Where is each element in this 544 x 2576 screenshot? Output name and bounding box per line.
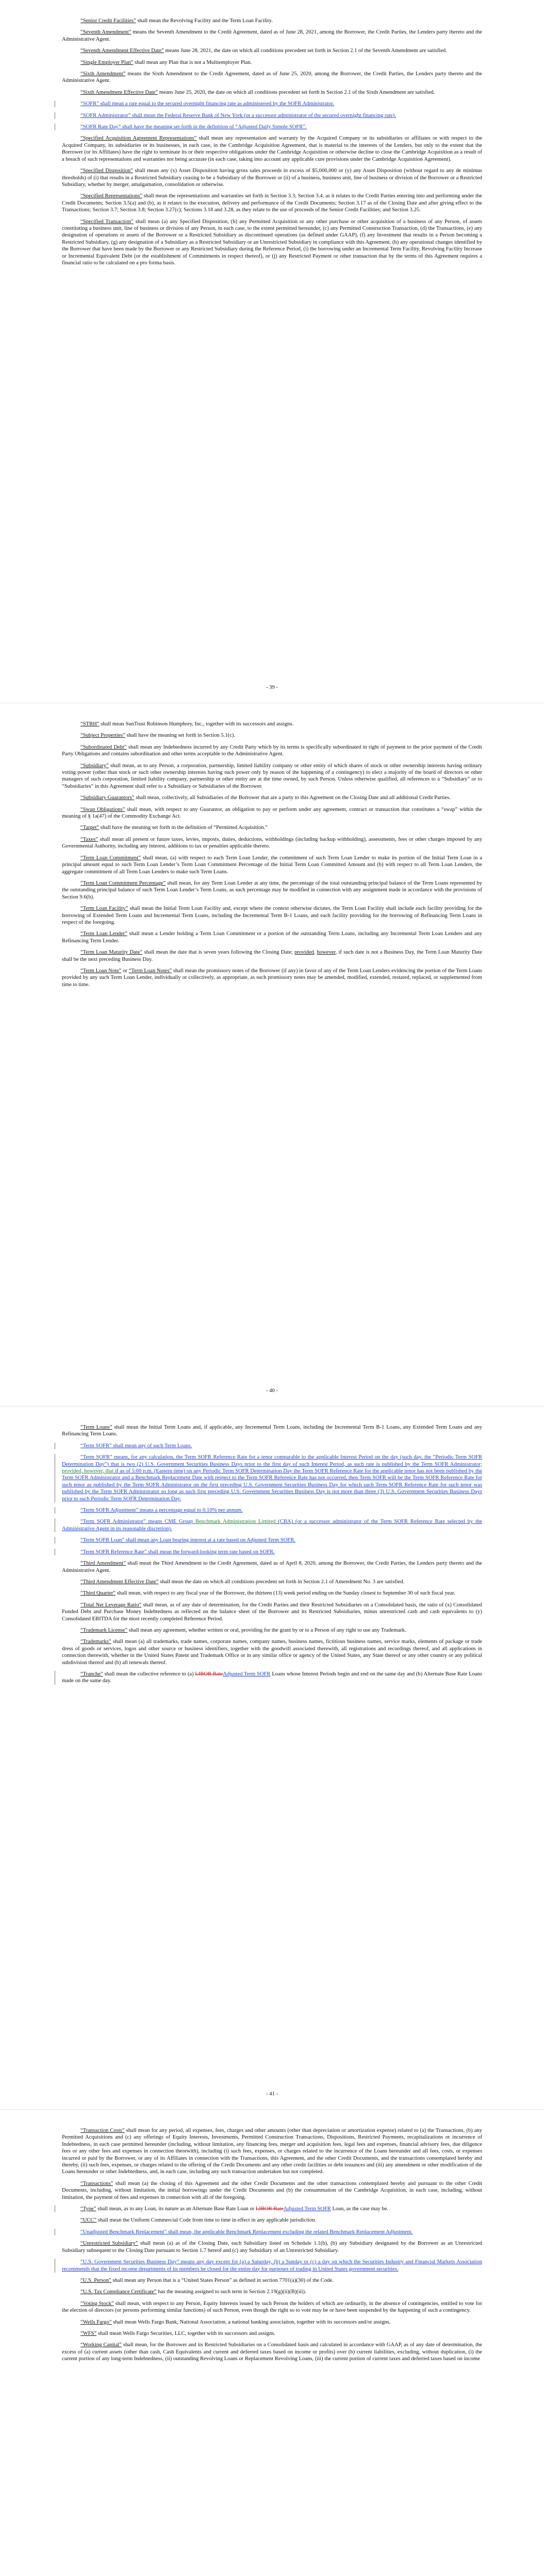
- inserted-text: “Term SOFR”: [80, 1443, 112, 1449]
- paragraph-text: shall mean any (x) Asset Disposition having gross sales proceeds in excess of $5,000,000 or (y) any Asset Disposition (without regard to any de minimus thresholds) of (i) that results in a Restricted Subsidiary ceasing to be a Subsidiary of the Borrower or (ii) of a business, business unit, line of business or division of the Borrower or a Restricted Subsidiary, whether by merger, amalgamation, consolidation or otherwise.: [62, 168, 482, 188]
- defined-term: “U.S. Tax Compliance Certificate”: [80, 2289, 157, 2295]
- inserted-text: “U.S. Government Securities Business Day” means any day except for (a) a Saturday, (b) a Sunday or (c) a day on which the Securities Industry and Financial Markets Association recommends that the fixed income departments of its members be closed for the entire day for purposes of trading in United States government securities.: [62, 2259, 482, 2272]
- defined-term: “Subordinated Debt”: [80, 744, 127, 750]
- definition-paragraph: [62, 1518, 482, 1532]
- inserted-text: if as of 5:00 p.m. (Eastern time) on any Periodic Term SOFR Determination Day the Term SOFR Reference Rate for the applicable tenor has not been published by the Term SOFR Administrator and a Benchmark Replacement Date with respect to the Term SOFR Reference Rate has not occurred, then Term SOFR will be the Term SOFR Reference Rate for such tenor as published by the Term SOFR Administrator on the first preceding U.S. Government Securities Business Day for which such Term SOFR Reference Rate for such tenor was published by the Term SOFR Administrator so long as such first preceding U.S. Government Securities Business Day is not more than three (3) U.S. Government Securities Business Days prior to such Periodic Term SOFR Determination Day.: [62, 1468, 483, 1502]
- paragraph-text: means June 25, 2020, the date on which all conditions precedent set forth in Section 2.1 of the Sixth Amendment are satisfied.: [158, 89, 435, 95]
- definition-paragraph: [62, 2277, 482, 2284]
- definition-paragraph: [62, 1424, 482, 1438]
- moved-text: Benchmark Administration Limited: [195, 1519, 276, 1525]
- page-number: - 40 -: [266, 1388, 278, 1394]
- inserted-text: shall mean: [111, 1443, 138, 1449]
- definition-paragraph: [62, 193, 482, 213]
- definition-paragraph: [62, 949, 482, 963]
- inserted-text: Adjusted Term SOFR: [223, 1671, 271, 1677]
- inserted-text: “Term SOFR Administrator” means CME Group: [80, 1519, 195, 1525]
- definition-paragraph: [62, 18, 482, 24]
- defined-term: “Subsidiary Guarantors”: [80, 795, 135, 801]
- deleted-text: LIBOR Rate: [255, 2206, 284, 2212]
- definition-paragraph: [62, 968, 482, 988]
- defined-term: “Transactions”: [80, 2180, 113, 2187]
- defined-term: “Specified Disposition”: [80, 168, 133, 174]
- inserted-text: “SOFR” shall mean a rate equal to the secured overnight financing rate as administered by the SOFR Administrator.: [80, 101, 334, 107]
- paragraph-text: shall mean, with respect to any fiscal year of the Borrower, the thirteen (13) week period ending on the Sunday closest to September 30 of such fiscal year.: [115, 1590, 455, 1597]
- paragraph-text: or: [121, 968, 129, 974]
- definition-paragraph: [62, 47, 482, 54]
- page-number: - 39 -: [266, 685, 278, 690]
- paragraph-text: shall have the meaning set forth in Section 5.1(c).: [125, 733, 236, 739]
- defined-term: “Tranche”: [80, 1671, 103, 1677]
- defined-term: “Trademark License”: [80, 1627, 128, 1633]
- paragraph-text: means June 28, 2021, the date on which all conditions precedent set forth in Section 2.1 of the Seventh Amendment are satisfied.: [163, 48, 447, 54]
- definition-paragraph: [62, 1671, 482, 1685]
- definition-paragraph: [62, 855, 482, 875]
- defined-term: “U.S. Person”: [80, 2277, 111, 2283]
- definition-paragraph: [62, 1454, 482, 1502]
- defined-term: “Term Loan Commitment”: [80, 855, 141, 861]
- inserted-text: “Term SOFR Loan” shall mean any Loan bearing interest at a rate based on Adjusted Term SOFR.: [80, 1537, 295, 1544]
- paragraph-text: shall mean any Person that is a “United States Person” as defined in section 7701(a)(30) of the Code.: [111, 2277, 334, 2283]
- definition-paragraph: [62, 2127, 482, 2176]
- definition-paragraph: [62, 2319, 482, 2326]
- paragraph-text: , if such date is not a Business Day, the Term Loan Maturity Date shall be the next preceding Business Day.: [62, 950, 483, 962]
- paragraph-text: shall mean the Third Amendment to the Credit Agreement, dated as of April 8, 2020, among the Borrower, the Credit Parties, the Lenders party thereto and the Administrative Agent.: [62, 1561, 482, 1573]
- defined-term: “Term Loan Commitment Percentage”: [80, 880, 166, 886]
- paragraph-text: shall mean the promissory notes of the Borrower (if any) in favor of any of the Term Loan Lenders evidencing the portion of the Term Loans provided by any such Term Loan Lender, individually or collectively, as appropriate, as such promissory notes may be amended, modified, extended, restated, replaced, or supplemented from time to time.: [62, 968, 483, 988]
- definition-paragraph: [62, 1590, 482, 1597]
- paragraph-text: Loan, as the case may be.: [331, 2206, 389, 2212]
- paragraph-text: shall mean, as to any Loan, its nature as an Alternate Base Rate Loan or: [96, 2206, 256, 2212]
- paragraph-text: shall mean any agreement, whether written or oral, providing for the grant by or to a Person of any right to use any Trademark.: [127, 1627, 406, 1633]
- defined-term: “Specified Representations”: [80, 193, 142, 199]
- definition-paragraph: [62, 1549, 482, 1555]
- defined-term: “Target”: [80, 825, 100, 831]
- defined-term: “Term Loan Note”: [80, 968, 122, 974]
- paragraph-text: shall mean the Uniform Commercial Code from time to time in effect in any applicable jurisdiction.: [96, 2217, 317, 2224]
- definition-paragraph: [62, 71, 482, 84]
- paragraph-text: shall mean Wells Fargo Bank, National Association, a national banking association, together with its successors and/or assigns.: [111, 2319, 391, 2325]
- defined-term: “Seventh Amendment Effective Date”: [80, 48, 164, 54]
- paragraph-text: shall mean, with respect to any Guarantor, an obligation to pay or perform under any agreement, contract or transaction that constitutes a “swap” within the meaning of § 1a(47) of the Commodity Exchange Act.: [62, 806, 482, 820]
- defined-term: however: [317, 950, 336, 956]
- definition-paragraph: [62, 2206, 482, 2212]
- defined-term: “Trademarks”: [80, 1639, 111, 1645]
- paragraph-text: shall mean the Initial Term Loan Facility and, except where the context otherwise dictates, the Term Loan Facility shall include each facility providing for the borrowing of Extended Term Loans and Incremental Term Loans, including the Incremental Term B-1 Loans, and each facility providing for the borrowing of Refinancing Term Loans in respect of the foregoing.: [62, 906, 482, 925]
- defined-term: “Term Loan Notes”: [128, 968, 172, 974]
- definition-paragraph: [62, 29, 482, 43]
- inserted-text: any of such Term Loans.: [138, 1443, 192, 1449]
- document-page: [0, 0, 544, 703]
- defined-term: “Swap Obligations”: [80, 806, 125, 812]
- definition-paragraph: [62, 167, 482, 188]
- inserted-text: “Term SOFR Adjustment” means a percentage equal to 0.10% per annum.: [80, 1507, 243, 1514]
- definition-paragraph: [62, 744, 482, 758]
- paragraph-text: shall mean (a) as of the Closing Date, each Subsidiary listed on Schedule 1.1(b), (b) any Subsidiary designated by the Borrower as an Unrestricted Subsidiary subsequent to the Closing Date pursuant to Section 1.7 hereof and (c) any Subsidiary of an Unrestricted Subsidiary.: [62, 2241, 482, 2253]
- paragraph-text: means the Sixth Amendment to the Credit Agreement, dated as of June 25, 2020, among the Borrower, the Credit Parties, the Lenders party thereto and the Administrative Agent.: [62, 71, 482, 84]
- definition-paragraph: [62, 732, 482, 739]
- paragraph-text: shall mean all present or future taxes, levies, imposts, duties, deductions, withholdings (including backup withholding), assessments, fees or other charges imposed by any Governmental Authority, including any interest, additions to tax or penalties applicable thereto.: [62, 836, 482, 850]
- paragraph-text: shall mean SunTrust Robinson Humphrey, Inc., together with its successors and assigns.: [99, 721, 294, 727]
- definition-paragraph: [62, 1627, 482, 1634]
- paragraph-text: has the meaning assigned to such term in Section 2.19(g)(ii)(B)(iii).: [156, 2289, 306, 2295]
- defined-term: “Working Capital”: [80, 2342, 122, 2348]
- paragraph-text: shall mean, as of any date of determination, for the Credit Parties and their Restricted Subsidiaries on a Consolidated basis, the ratio of (x) Consolidated Funded Debt and Purchase Money Indebtedness as reflected on the balance sheet of the Borrower and its Restricted Subsidiaries, minus unrestricted cash and cash equivalents to (y) Consolidated EBITDA for the most recently completed Reference Period.: [62, 1602, 482, 1622]
- defined-term: “Senior Credit Facilities”: [80, 18, 136, 24]
- defined-term: “Specified Acquisition Agreement Representations”: [80, 135, 197, 142]
- paragraph-text: shall mean, collectively, all Subsidiaries of the Borrower that are a party to this Agreement on the Closing Date and all additional Credit Parties.: [134, 795, 451, 801]
- definition-paragraph: [62, 2259, 482, 2273]
- defined-term: “Sixth Amendment”: [80, 71, 126, 77]
- definition-paragraph: [62, 1443, 482, 1449]
- defined-term: “Specified Transaction”: [80, 218, 134, 225]
- definition-paragraph: [62, 905, 482, 926]
- document-page: [0, 2110, 544, 2576]
- defined-term: “Unrestricted Subsidiary”: [80, 2241, 138, 2247]
- definition-paragraph: [62, 794, 482, 801]
- paragraph-text: shall mean the Initial Term Loans and, if applicable, any Incremental Term Loans, including the Incremental Term B-1 Loans, any Extended Term Loans and any Refinancing Term Loans.: [62, 1425, 482, 1437]
- paragraph-text: shall mean any Plan that is not a Multiemployer Plan.: [133, 59, 252, 65]
- defined-term: “Wells Fargo”: [80, 2319, 112, 2325]
- definition-paragraph: [62, 1507, 482, 1514]
- paragraph-text: shall mean, (a) with respect to each Term Loan Lender, the commitment of such Term Loan Lender to make its portion of the Initial Term Loan in a principal amount equal to such Term Loan Lender’s Term Loan Commitment Percentage of the Initial Term Loan Committed Amount and (b) with respect to all Term Loan Lenders, the aggregate commitment of all Term Loan Lenders to make such Term Loans.: [62, 855, 482, 875]
- paragraph-text: shall mean the date on which all conditions precedent set forth in Section 2.1 of Amendment No. 3 are satisfied.: [158, 1579, 405, 1585]
- definition-paragraph: [62, 1579, 482, 1585]
- definition-paragraph: [62, 2240, 482, 2254]
- defined-term: “Term Loan Maturity Date”: [80, 950, 143, 956]
- definition-paragraph: [62, 762, 482, 790]
- defined-term: “Seventh Amendment”: [80, 29, 131, 36]
- inserted-text: “SOFR Administrator” shall mean the Federal Reserve Bank of New York (or a successor administrator of the secured overnight financing rate).: [80, 112, 396, 118]
- paragraph-text: shall mean, for any Term Loan Lender at any time, the percentage of the total outstanding principal balance of the Term Loans represented by the outstanding principal balance of such Term Loan Lender’s Term Loans, as such percentage may be modified in connection with any assignment made in accordance with the provisions of Section 9.6(b).: [62, 880, 483, 900]
- defined-term: provided: [294, 950, 314, 956]
- definition-paragraph: [62, 2217, 482, 2224]
- definition-paragraph: [62, 880, 482, 901]
- definition-paragraph: [62, 1602, 482, 1622]
- paragraph-text: shall mean, with respect to any Person, Equity Interests issued by such Person the holders of which are ordinarily, in the absence of contingencies, entitled to vote for the election of directors (or persons performing similar functions) of such Person, even though the right so to vote may be or have been suspended by the happening of such a contingency.: [62, 2300, 482, 2314]
- defined-term: “WFS”: [80, 2330, 97, 2336]
- paragraph-text: shall mean, for the Borrower and its Restricted Subsidiaries on a Consolidated basis and calculated in accordance with GAAP, as of any date of determination, the excess of (a) current assets (other than cash, Cash Equivalents and current and deferred taxes based on income or profits) over (b) current liabilities, excluding, without duplication, (i) the current portion of any long-term Indebtedness, (ii) outstanding Revolving Loans or Replacement Revolving Loans, (iii) the current portion of current taxes and deferred taxes based on income: [62, 2342, 482, 2362]
- defined-term: “Third Amendment Effective Date”: [80, 1579, 159, 1585]
- defined-term: “Third Quarter”: [80, 1590, 116, 1597]
- definition-paragraph: [62, 2342, 482, 2362]
- paragraph-text: shall mean a Lender holding a Term Loan Commitment or a portion of the outstanding Term Loans, including any Incremental Term Loan Lenders and any Refinancing Term Lender.: [62, 931, 482, 944]
- paragraph-text: shall mean (a) all trademarks, trade names, corporate names, company names, business names, fictitious business names, service marks, elements of package or trade dress of goods or services, logos and other source or business identifiers, together with the goodwill associated therewith, all registrations and recordings thereof, and all applications in connection therewith, whether in the United States Patent and Trademark Office or in any similar office or agency of the United States, any State thereof or any other country or any political subdivision thereof and (b) all renewals thereof.: [62, 1639, 482, 1666]
- paragraph-text: shall mean, as to any Person, a corporation, partnership, limited liability company or other entity of which shares of stock or other ownership interests having ordinary voting power (other than stock or such other ownership interests having such power only by reason of the happening of a contingency) to elect a majority of the board of directors or other managers of such corporation, limited liability company, partnership or other entity are at the time owned, by such Person. Unless otherwise qualified, all references to a “Subsidiary” or to “Subsidiaries” in this Agreement shall refer to a Subsidiary or Subsidiaries of the Borrower.: [62, 762, 482, 789]
- paragraph-text: shall mean the Revolving Facility and the Term Loan Facility.: [136, 18, 273, 24]
- definition-paragraph: [62, 124, 482, 130]
- paragraph-text: means the Seventh Amendment to the Credit Agreement, dated as of June 28, 2021, among the Borrower, the Credit Parties, the Lenders party thereto and the Administrative Agent.: [62, 29, 482, 42]
- paragraph-text: shall mean (a) the closing of this Agreement and the other Credit Documents and the other transactions contemplated hereby and pursuant to the other Credit Documents, including, without limitation, the initial borrowings under the Credit Documents and (b) the consummation of the Cambridge Acquisition, in each case, including, without limitation, the payment of fees and expenses in connection with all of the foregoing.: [62, 2180, 482, 2200]
- deleted-text: LIBOR Rate: [195, 1671, 223, 1677]
- defined-term: “UCC”: [80, 2217, 97, 2224]
- document-page: [0, 703, 544, 1406]
- defined-term: “Type”: [80, 2206, 96, 2212]
- defined-term: “Voting Stock”: [80, 2300, 114, 2307]
- definition-paragraph: [62, 2180, 482, 2201]
- paragraph-text: ,: [314, 950, 317, 956]
- page-number: - 41 -: [266, 2091, 278, 2097]
- moved-text: provided, however, that: [62, 1468, 114, 1475]
- definition-paragraph: [62, 59, 482, 66]
- inserted-text: Adjusted Term SOFR: [283, 2206, 331, 2212]
- inserted-text: “Term SOFR” means, for any calculation, the Term SOFR Reference Rate for a tenor comparable to the applicable Interest Period on the day (such day, the “Periodic Term SOFR Determination Day”) that is two (2) U.S. Government Securities Business Days prior to the first day of such Interest Period, as such rate is published by the Term SOFR Administrator;: [62, 1454, 482, 1467]
- definition-paragraph: [62, 836, 482, 850]
- definition-paragraph: [62, 2330, 482, 2337]
- paragraph-text: shall mean the collective reference to (a): [103, 1671, 195, 1677]
- paragraph-text: shall mean any Indebtedness incurred by any Credit Party which by its terms is specifically subordinated in right of payment to the prior payment of the Credit Party Obligations and contains subordination and other terms acceptable to the Administrative Agent.: [62, 744, 482, 757]
- defined-term: “Transaction Costs”: [80, 2128, 125, 2133]
- defined-term: “STRH”: [80, 721, 100, 727]
- definition-paragraph: [62, 135, 482, 163]
- inserted-text: (CBA) (or a successor administrator of the Term SOFR Reference Rate selected by the Administrative Agent in its reasonable discretion).: [62, 1519, 483, 1532]
- definition-paragraph: [62, 100, 482, 107]
- defined-term: “Total Net Leverage Ratio”: [80, 1602, 142, 1608]
- definition-paragraph: [62, 89, 482, 96]
- definition-paragraph: [62, 930, 482, 944]
- defined-term: “Subject Properties”: [80, 733, 125, 739]
- definition-paragraph: [62, 824, 482, 831]
- definition-paragraph: [62, 1537, 482, 1544]
- paragraph-text: shall mean for any period, all expenses, fees, charges and other amounts (other than depreciation or amortization expense) related to (a) the Transactions, (b) any Permitted Acquisitions and (c) any offerings of Equity Interests, Investments, Permitted Construction Transactions, Dispositions, Restricted Payments, recapitalizations or incurrence of Indebtedness, in each case permitted hereunder (including, without limitation, any financing fees, merger and acquisition fees, legal fees and expenses, financial advisory fees, due diligence fees or any other fees and expenses in connection therewith), including (i) such fees, expenses, or charges related to the incurrence of the Loans hereunder and all fees, costs, or expenses incurred or paid by the Borrower, or any of its Affiliates in connection with the Transactions, this Agreement, and the other Credit Documents, and the transactions contemplated hereby and thereby, (ii) such fees, expenses, or charges related to the offering of the Credit Documents and any other credit facilities or debt issuances and (iii) any amendment or other modification of the Loans hereunder or other Indebtedness, and, in each case, including any such transaction undertaken but not completed.: [62, 2128, 482, 2175]
- paragraph-text: Loans whose Interest Periods begin and end on the same day and (b) Alternate Base Rate Loans made on the same day.: [62, 1671, 482, 1684]
- paragraph-text: shall mean the date that is seven years following the Closing Date;: [142, 950, 294, 956]
- document-page: [0, 1406, 544, 2110]
- paragraph-text: shall mean Wells Fargo Securities, LLC, together with its successors and assigns.: [96, 2330, 276, 2336]
- paragraph-text: shall have the meaning set forth in the definition of “Permitted Acquisition.”: [99, 825, 268, 831]
- definition-paragraph: [62, 1560, 482, 1574]
- defined-term: “Term Loan Facility”: [80, 906, 128, 912]
- inserted-text: “SOFR Rate Day” shall have the meaning set forth in the definition of “Adjusted Daily Simple SOFR”.: [80, 124, 307, 130]
- definition-paragraph: [62, 218, 482, 267]
- definition-paragraph: [62, 112, 482, 119]
- paragraph-text: shall mean the representations and warranties set forth in Section 3.3; Section 3.4, as it relates to the Credit Parties entering into and performing under the Credit Documents; Section 3.5(a) and (b), as it relates to the execution, delivery and performance of the Credit Documents; Section 3.17 as of the Closing Date and after giving effect to the Transactions; Section 3.7; Section 3.8; Section 3.27(c); Sections 3.18 and 3.28, as they relate to the use of proceeds of the Senior Credit Facilities; and Section 3.25.: [62, 193, 482, 213]
- defined-term: “Sixth Amendment Effective Date”: [80, 89, 158, 95]
- definition-paragraph: [62, 1638, 482, 1666]
- inserted-text: “Term SOFR Reference Rate” shall mean the forward-looking term rate based on SOFR.: [80, 1549, 275, 1555]
- inserted-text: “Unadjusted Benchmark Replacement” shall mean, the applicable Benchmark Replacement excluding the related Benchmark Replacement Adjustment.: [80, 2229, 413, 2235]
- definition-paragraph: [62, 2289, 482, 2295]
- defined-term: “Term Loan Lender”: [80, 931, 127, 937]
- defined-term: “Single Employer Plan”: [80, 59, 134, 65]
- defined-term: “Third Amendment”: [80, 1561, 126, 1567]
- paragraph-text: shall mean any representation and warranty by the Acquired Company or its subsidiaries or affiliates or with respect to the Acquired Company, its subsidiaries or its businesses, in each case, in the Cambridge Acquisition Agreement, that is material to the interests of the Lenders, but only to the extent that the Borrower (or its Affiliates) have the right to terminate its or their respective obligations under the Cambridge Acquisition or otherwise decline to close the Cambridge Acquisition as a result of a breach of such representations and warranties not being accurate (in each case, taking into account any applicable cure provisions under the Cambridge Acquisition Agreement).: [62, 135, 482, 162]
- definition-paragraph: [62, 2229, 482, 2235]
- definition-paragraph: [62, 721, 482, 727]
- definition-paragraph: [62, 2300, 482, 2314]
- defined-term: “Taxes”: [80, 836, 98, 842]
- defined-term: “Subsidiary”: [80, 762, 109, 769]
- paragraph-text: shall mean (a) any Specified Disposition, (b) any Permitted Acquisition or any other purchase or other acquisition of a business of any Person, of assets constituting a business unit, line of business or division of any Person, in each case, to the extent permitted hereunder, (c) any Permitted Construction Transaction, (d) the Transactions, (e) any designation of operations or assets of the Borrower or a Restricted Subsidiary as discontinued operations (as defined under GAAP), (f) any Investment that results in a Person becoming a Restricted Subsidiary, (g) any designation of a Subsidiary as a Restricted Subsidiary or an Unrestricted Subsidiary in compliance with this Agreement, (h) any operational changes identified by the Borrower that have been made by the Borrower or any Restricted Subsidiary during the Reference Period, (i) the borrowing under an Incremental Term Facility, Revolving Facility Increase or Incremental Equivalent Debt (or the establishment of Commitments in respect thereof), or (j) any Restricted Payment or other transaction that by the terms of this Agreement requires a financial ratio to be calculated on a pro forma basis.: [62, 218, 482, 266]
- definition-paragraph: [62, 806, 482, 820]
- defined-term: “Term Loans”: [80, 1425, 112, 1430]
